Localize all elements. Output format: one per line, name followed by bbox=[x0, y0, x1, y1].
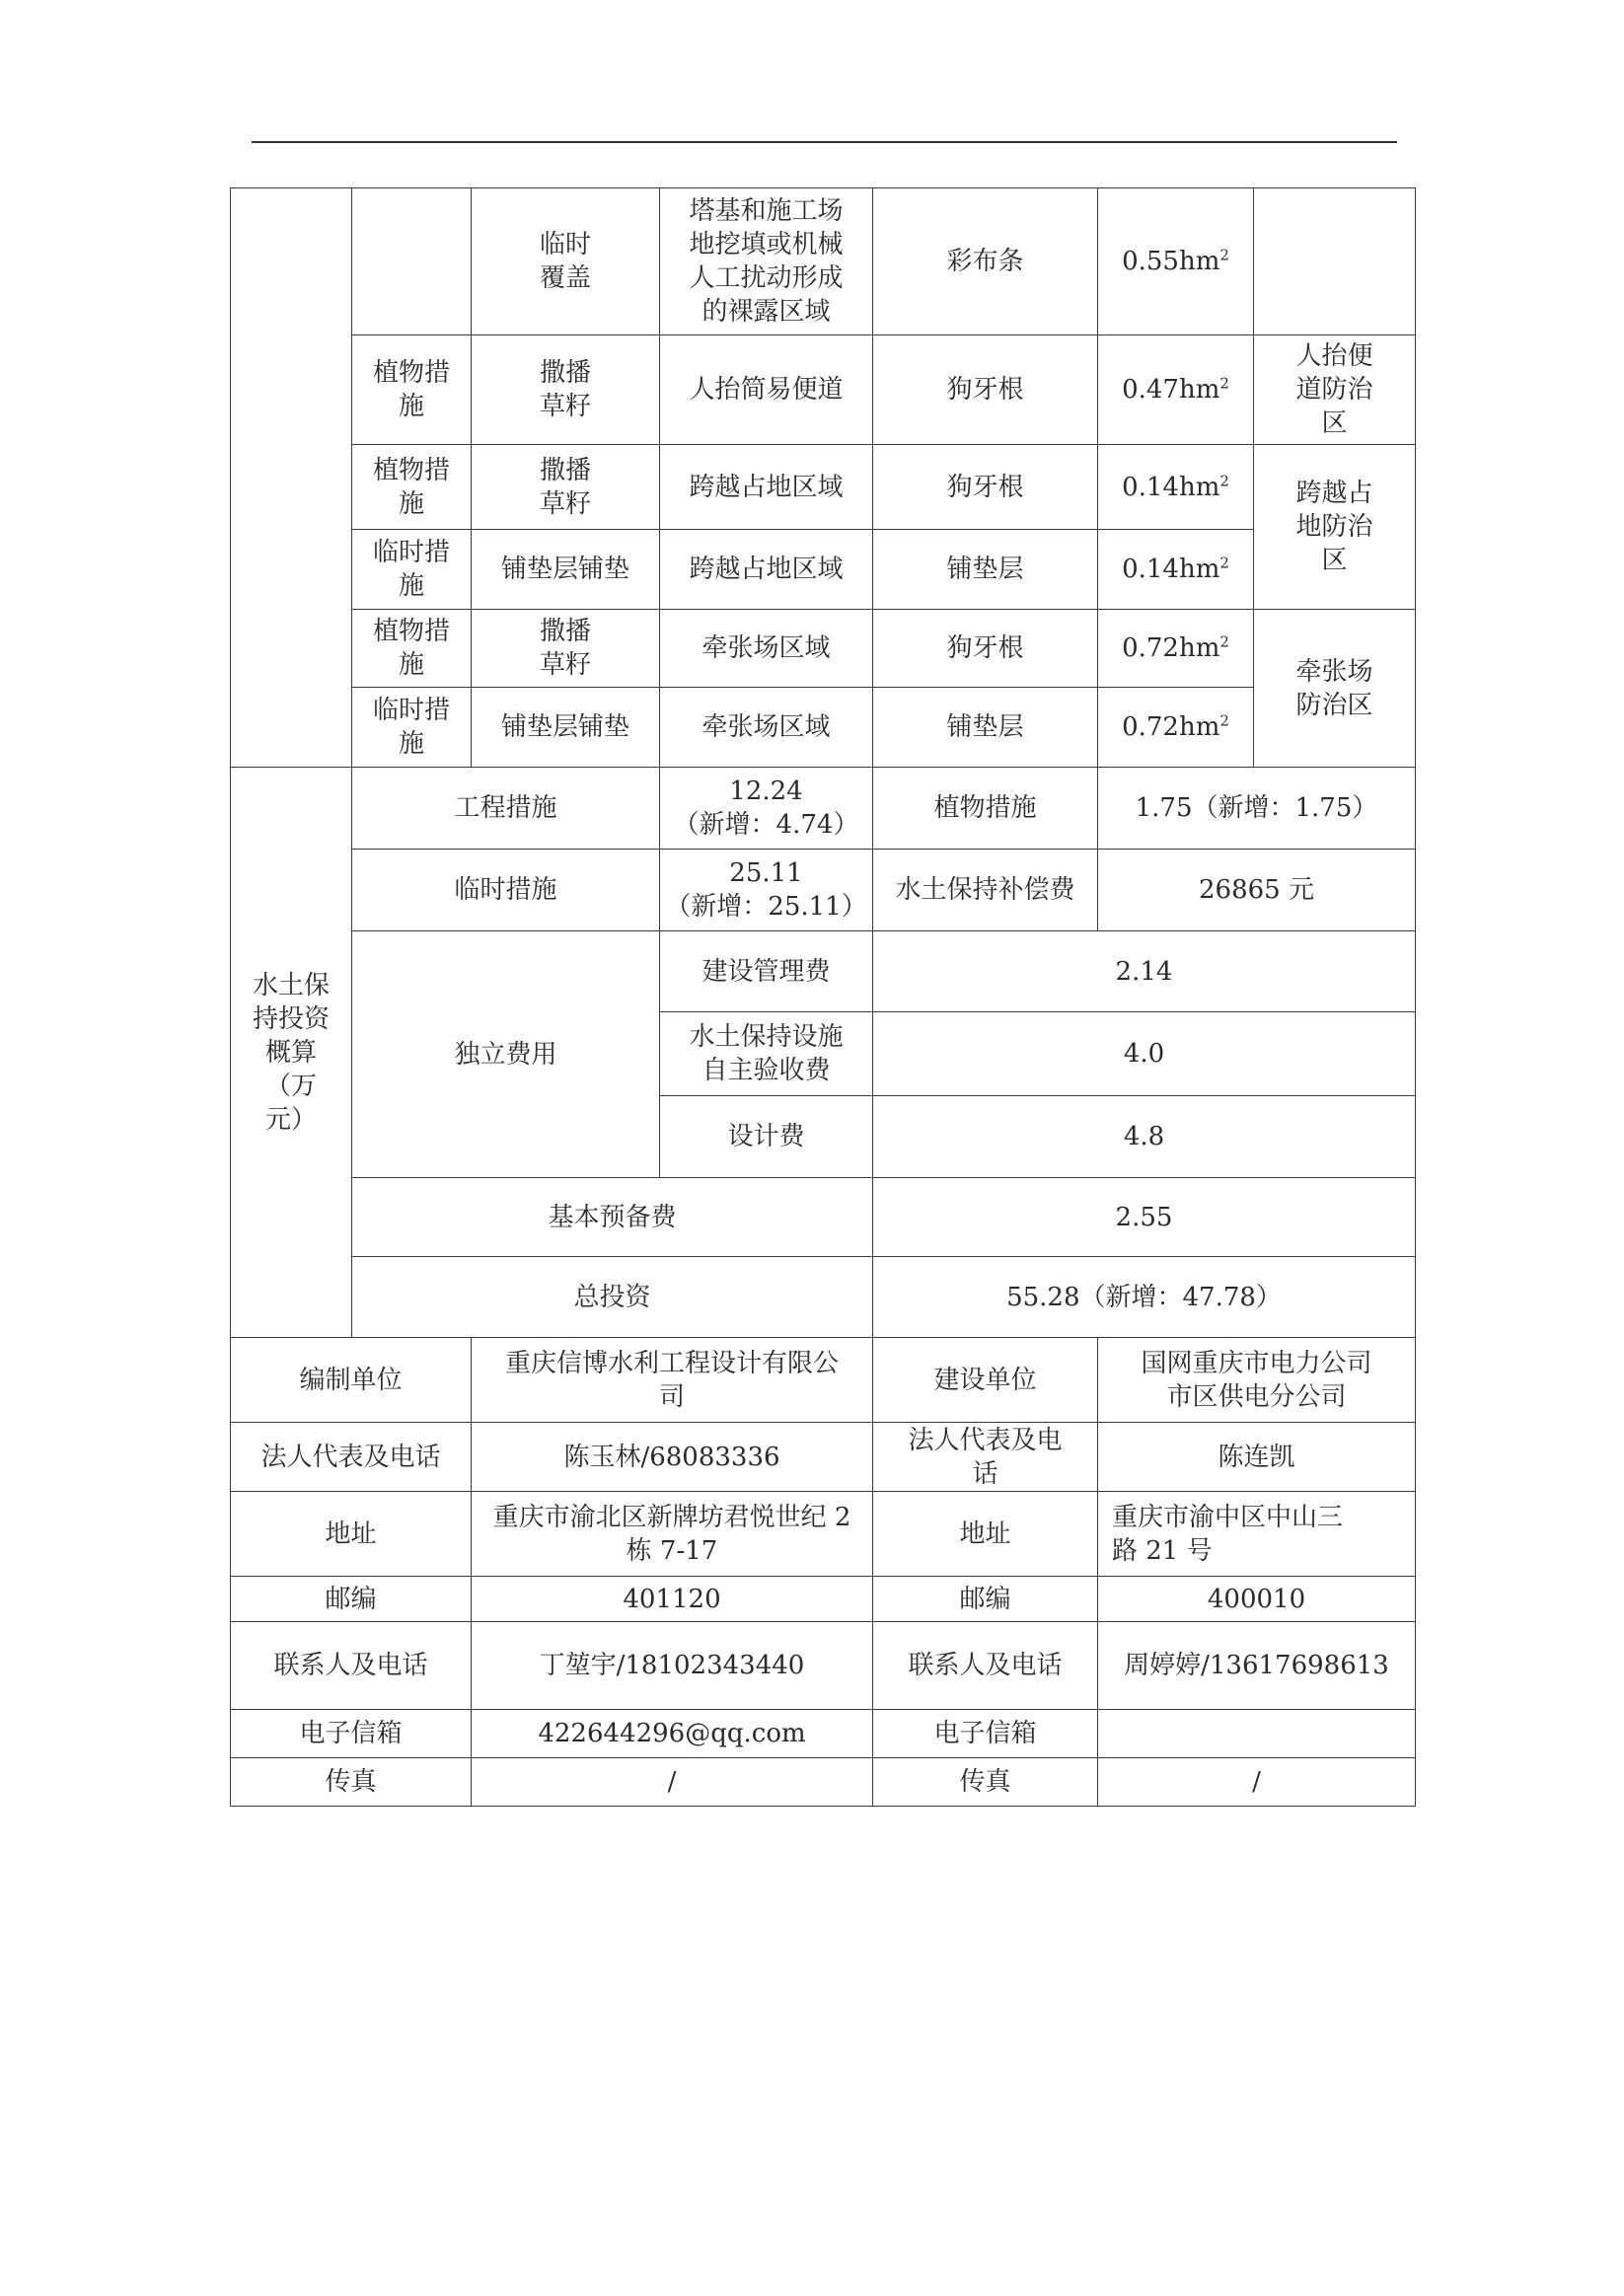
measure-type-cell bbox=[352, 188, 472, 335]
email-label-b: 电子信箱 bbox=[873, 1710, 1098, 1758]
prep-email-value: 422644296@qq.com bbox=[472, 1710, 873, 1758]
invest-row bbox=[231, 1257, 1416, 1338]
measure-area: 跨越占地区域 bbox=[660, 530, 873, 610]
measure-area: 塔基和施工场 地挖填或机械 人工扰动形成 的裸露区域 bbox=[660, 188, 873, 335]
reserve-fee-label: 基本预备费 bbox=[352, 1178, 873, 1257]
build-fax-value: / bbox=[1098, 1758, 1416, 1807]
measures-section-cell bbox=[231, 188, 352, 768]
invest-section-label: 水土保 持投资 概算 （万 元） bbox=[231, 768, 352, 1338]
email-label: 电子信箱 bbox=[231, 1710, 472, 1758]
measure-category: 铺垫层铺垫 bbox=[472, 530, 660, 610]
acceptance-fee-label: 水土保持设施 自主验收费 bbox=[660, 1012, 873, 1096]
temp-measure-label: 临时措施 bbox=[352, 850, 660, 931]
legal-rep-label: 法人代表及电话 bbox=[231, 1423, 472, 1492]
prep-legal-value: 陈玉林/68083336 bbox=[472, 1423, 873, 1492]
measure-material: 狗牙根 bbox=[873, 610, 1098, 688]
invest-row bbox=[231, 931, 1416, 1012]
measure-zone: 人抬便 道防治 区 bbox=[1254, 335, 1416, 445]
eng-measure-value: 12.24 （新增：4.74） bbox=[660, 768, 873, 850]
measure-row bbox=[231, 530, 1416, 610]
total-invest-value: 55.28（新增：47.78） bbox=[873, 1257, 1416, 1338]
measure-row bbox=[231, 335, 1416, 445]
eng-measure-label: 工程措施 bbox=[352, 768, 660, 850]
measure-type: 植物措 施 bbox=[352, 335, 472, 445]
header-rule bbox=[252, 141, 1397, 143]
prep-fax-value: / bbox=[472, 1758, 873, 1807]
acceptance-fee-value: 4.0 bbox=[873, 1012, 1416, 1096]
address-label: 地址 bbox=[231, 1492, 472, 1577]
invest-row bbox=[231, 1178, 1416, 1257]
measure-material: 彩布条 bbox=[873, 188, 1098, 335]
independent-cost-label: 独立费用 bbox=[352, 931, 660, 1178]
measure-material: 狗牙根 bbox=[873, 445, 1098, 530]
measure-category: 撒播 草籽 bbox=[472, 335, 660, 445]
prep-address-value: 重庆市渝北区新牌坊君悦世纪 2 栋 7-17 bbox=[472, 1492, 873, 1577]
measure-quantity: $0.14hm^2$ bbox=[1098, 530, 1254, 610]
measure-zone: 牵张场 防治区 bbox=[1254, 610, 1416, 768]
build-legal-value: 陈连凯 bbox=[1098, 1423, 1416, 1492]
contact-row bbox=[231, 1577, 1416, 1622]
measure-type: 临时措 施 bbox=[352, 530, 472, 610]
prep-contact-value: 丁堃宇/18102343440 bbox=[472, 1622, 873, 1710]
zip-label: 邮编 bbox=[231, 1577, 472, 1622]
prep-unit-label: 编制单位 bbox=[231, 1338, 472, 1423]
measure-quantity: $0.14hm^2$ bbox=[1098, 445, 1254, 530]
measure-area: 牵张场区域 bbox=[660, 688, 873, 768]
compensation-value: 26865 元 bbox=[1098, 850, 1416, 931]
fax-label: 传真 bbox=[231, 1758, 472, 1807]
design-fee-value: 4.8 bbox=[873, 1096, 1416, 1178]
design-fee-label: 设计费 bbox=[660, 1096, 873, 1178]
measure-zone bbox=[1254, 188, 1416, 335]
build-email-value bbox=[1098, 1710, 1416, 1758]
contact-row bbox=[231, 1423, 1416, 1492]
build-unit-label: 建设单位 bbox=[873, 1338, 1098, 1423]
mgmt-fee-label: 建设管理费 bbox=[660, 931, 873, 1012]
plant-measure-value: 1.75（新增：1.75） bbox=[1098, 768, 1416, 850]
zip-label-b: 邮编 bbox=[873, 1577, 1098, 1622]
measure-type: 植物措 施 bbox=[352, 610, 472, 688]
invest-row bbox=[231, 768, 1416, 850]
contact-row bbox=[231, 1710, 1416, 1758]
measure-type: 临时措 施 bbox=[352, 688, 472, 768]
measure-category: 撒播 草籽 bbox=[472, 445, 660, 530]
build-unit-value: 国网重庆市电力公司 市区供电分公司 bbox=[1098, 1338, 1416, 1423]
build-zip-value: 400010 bbox=[1098, 1577, 1416, 1622]
build-contact-value: 周婷婷/13617698613 bbox=[1098, 1622, 1416, 1710]
water-soil-conservation-table bbox=[230, 187, 1416, 1807]
address-label-b: 地址 bbox=[873, 1492, 1098, 1577]
contact-row bbox=[231, 1338, 1416, 1423]
build-address-value: 重庆市渝中区中山三 路 21 号 bbox=[1098, 1492, 1416, 1577]
mgmt-fee-value: 2.14 bbox=[873, 931, 1416, 1012]
measure-type: 植物措 施 bbox=[352, 445, 472, 530]
contact-row bbox=[231, 1622, 1416, 1710]
measure-material: 铺垫层 bbox=[873, 530, 1098, 610]
contact-row bbox=[231, 1758, 1416, 1807]
reserve-fee-value: 2.55 bbox=[873, 1178, 1416, 1257]
measure-area: 牵张场区域 bbox=[660, 610, 873, 688]
measure-area: 跨越占地区域 bbox=[660, 445, 873, 530]
legal-rep-label-b: 法人代表及电 话 bbox=[873, 1423, 1098, 1492]
measure-quantity: $0.72hm^2$ bbox=[1098, 688, 1254, 768]
measure-area: 人抬简易便道 bbox=[660, 335, 873, 445]
invest-row bbox=[231, 850, 1416, 931]
prep-zip-value: 401120 bbox=[472, 1577, 873, 1622]
measure-row bbox=[231, 445, 1416, 530]
contact-person-label: 联系人及电话 bbox=[231, 1622, 472, 1710]
measure-category: 临时 覆盖 bbox=[472, 188, 660, 335]
compensation-label: 水土保持补偿费 bbox=[873, 850, 1098, 931]
measure-material: 狗牙根 bbox=[873, 335, 1098, 445]
prep-unit-value: 重庆信博水利工程设计有限公 司 bbox=[472, 1338, 873, 1423]
measure-zone: 跨越占 地防治 区 bbox=[1254, 445, 1416, 610]
measure-category: 撒播 草籽 bbox=[472, 610, 660, 688]
measure-quantity: $0.55hm^2$ bbox=[1098, 188, 1254, 335]
measure-quantity: $0.47hm^2$ bbox=[1098, 335, 1254, 445]
contact-row bbox=[231, 1492, 1416, 1577]
fax-label-b: 传真 bbox=[873, 1758, 1098, 1807]
measure-category: 铺垫层铺垫 bbox=[472, 688, 660, 768]
temp-measure-value: 25.11 （新增：25.11） bbox=[660, 850, 873, 931]
plant-measure-label: 植物措施 bbox=[873, 768, 1098, 850]
measure-quantity: $0.72hm^2$ bbox=[1098, 610, 1254, 688]
contact-person-label-b: 联系人及电话 bbox=[873, 1622, 1098, 1710]
measure-row bbox=[231, 610, 1416, 688]
total-invest-label: 总投资 bbox=[352, 1257, 873, 1338]
measure-row bbox=[231, 188, 1416, 335]
measure-material: 铺垫层 bbox=[873, 688, 1098, 768]
measure-row bbox=[231, 688, 1416, 768]
